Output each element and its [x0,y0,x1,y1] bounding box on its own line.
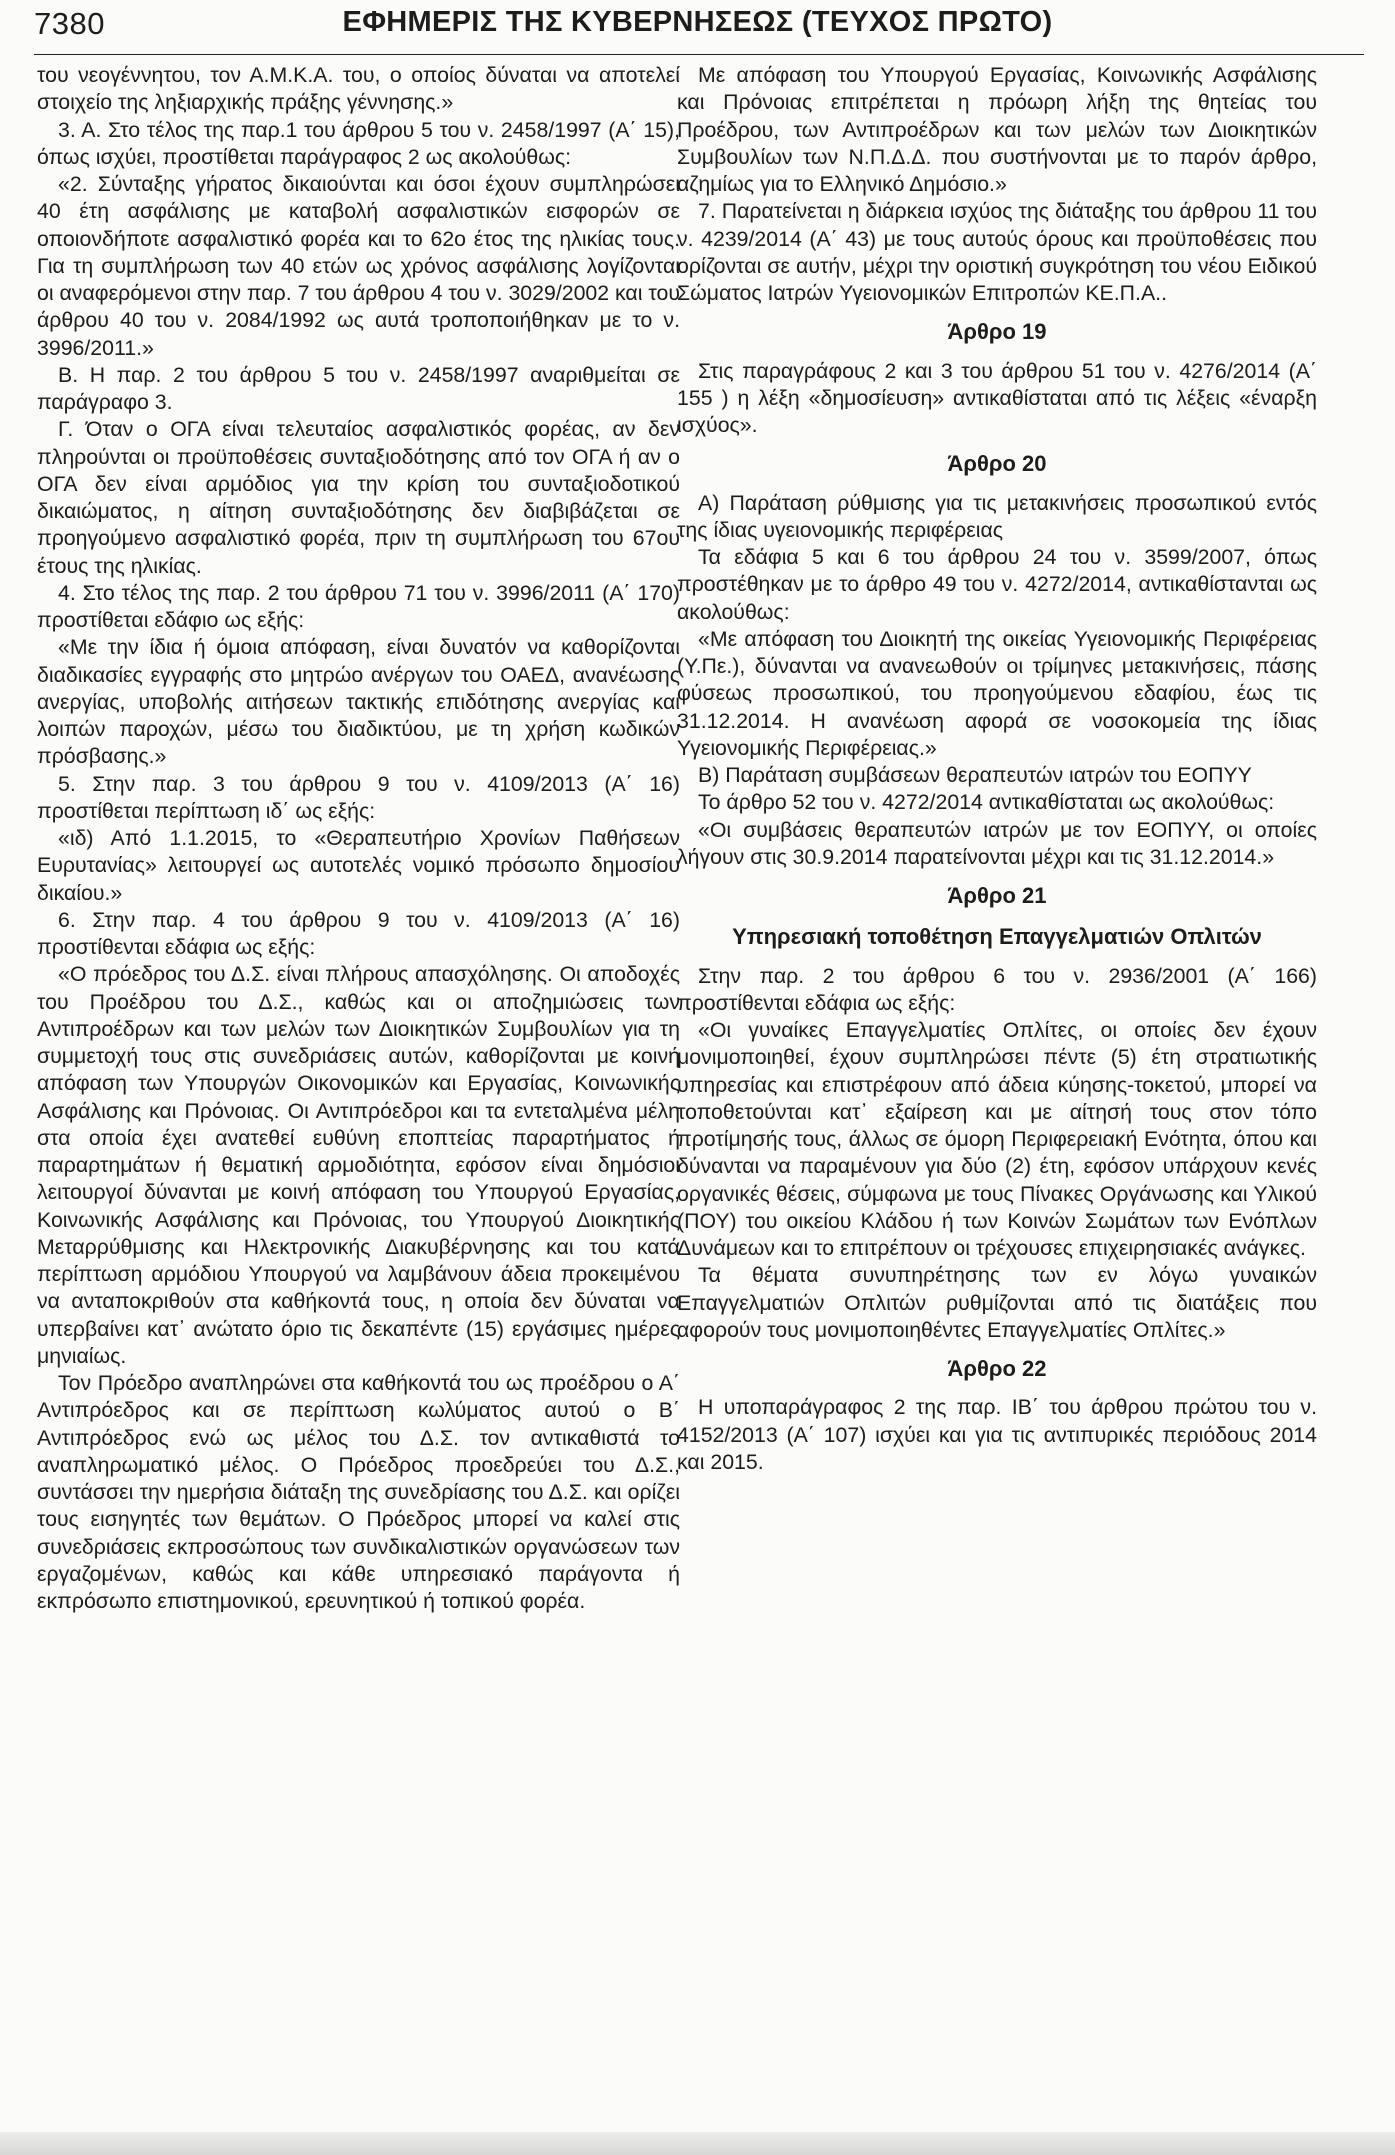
paragraph: του νεογέννητου, τον Α.Μ.Κ.Α. του, ο οποίος δύναται να αποτελεί στοιχείο της ληξιαρχικής πράξης γέννησης.» [37,63,680,115]
article-20-title: Άρθρο 20 [947,451,1047,477]
paragraph: «Με την ίδια ή όμοια απόφαση, είναι δυνατόν να καθορίζονται διαδικασίες εγγραφής στο μητρώο ανέργων του ΟΑΕΔ, ανανέωσης ανεργίας, υποβολής αιτήσεων τακτικής επιδότησης ανεργίας και λοιπών παροχών, μέσω του διαδικτύου, με τη χρήση κωδικών πρόσβασης.» [37,635,680,769]
header-rule [34,54,1364,55]
paragraph: Τα θέματα συνυπηρέτησης των εν λόγω γυναικών Επαγγελματιών Οπλιτών ρυθμίζονται από τις διατάξεις που αφορούν τους μονιμοποιηθέντες Επαγγελματίες Οπλίτες.» [677,1263,1317,1342]
right-column [677,62,1317,1476]
paragraph: «2. Σύνταξης γήρατος δικαιούνται και όσοι έχουν συμπληρώσει 40 έτη ασφάλισης με καταβολή ασφαλιστικών εισφορών σε οποιονδήποτε ασφαλιστικό φορέα και το 62ο έτος της ηλικίας τους. Για τη συμπλήρωση των 40 ετών ως χρόνος ασφάλισης λογίζονται οι αναφερόμενοι στην παρ. 7 του άρθρου 4 του ν. 3029/2002 και του άρθρου 40 του ν. 2084/1992 ως αυτά τροποποιήθηκαν με το ν. 3996/2011.» [37,172,680,360]
paragraph: Στην παρ. 2 του άρθρου 6 του ν. 2936/2001 (Α΄ 166) προστίθενται εδάφια ως εξής: [677,963,1317,1015]
article-22-title: Άρθρο 22 [947,1356,1047,1381]
page-number: 7380 [34,6,105,41]
article-21-subtitle: Υπηρεσιακή τοποθέτηση Επαγγελματιών Οπλιτών [732,924,1262,950]
paragraph: 3. Α. Στο τέλος της παρ.1 του άρθρου 5 του ν. 2458/1997 (Α΄ 15), όπως ισχύει, προστίθεται παράγραφος 2 ως ακολούθως: [37,117,680,169]
paragraph: Β. Η παρ. 2 του άρθρου 5 του ν. 2458/1997 αναριθμείται σε παράγραφο 3. [37,362,680,414]
paragraph: Το άρθρο 52 του ν. 4272/2014 αντικαθίσταται ως ακολούθως: [698,790,1275,815]
article-21-title: Άρθρο 21 [947,883,1047,908]
paragraph: Η υποπαράγραφος 2 της παρ. ΙΒ΄ του άρθρου πρώτου του ν. 4152/2013 (Α΄ 107) ισχύει και για τις αντιπυρικές περιόδους 2014 και 2015. [677,1395,1317,1474]
paragraph: «Με απόφαση του Διοικητή της οικείας Υγειονομικής Περιφέρειας (Υ.Πε.), δύνανται να ανανεωθούν οι τρίμηνες μετακινήσεις, πάσης φύσεως προσωπικού, του προηγούμενου εδαφίου, έως τις 31.12.2014. Η ανανέωση αφορά σε νοσοκομεία της ίδιας Υγειονομικής Περιφέρειας.» [677,626,1317,760]
paragraph: Τον Πρόεδρο αναπληρώνει στα καθήκοντά του ως προέδρου ο Α΄ Αντιπρόεδρος και σε περίπτωση κωλύματος αυτού ο Β΄ Αντιπρόεδρος ενώ ως μέλος του Δ.Σ. τον αντικαθιστά το αναπληρωματικό μέλος. Ο Πρόεδρος προεδρεύει του Δ.Σ., συντάσσει την ημερήσια διάταξη της συνεδρίασης του Δ.Σ. και ορίζει τους εισηγητές των θεμάτων. Ο Πρόεδρος μπορεί να καλεί στις συνεδριάσεις εκπροσώπους των συνδικαλιστικών οργανώσεων των εργαζομένων, καθώς και κάθε υπηρεσιακό παράγοντα ή εκπρόσωπο επιστημονικού, ερευνητικού ή τοπικού φορέα. [37,1371,680,1613]
paragraph: Α) Παράταση ρύθμισης για τις μετακινήσεις προσωπικού εντός της ίδιας υγειονομικής περιφέρειας [677,490,1317,542]
paragraph: «Οι συμβάσεις θεραπευτών ιατρών με τον ΕΟΠΥΥ, οι οποίες λήγουν στις 30.9.2014 παρατείνονται μέχρι και τις 31.12.2014.» [677,817,1317,869]
paragraph: «Ο πρόεδρος του Δ.Σ. είναι πλήρους απασχόλησης. Οι αποδοχές του Προέδρου του Δ.Σ., καθώς και οι αποζημιώσεις των Αντιπροέδρων και των μελών των Διοικητικών Συμβουλίων για τη συμμετοχή τους στις συνεδριάσεις αυτών, καθορίζονται με κοινή απόφαση των Υπουργών Οικονομικών και Εργασίας, Κοινωνικής Ασφάλισης και Πρόνοιας. Οι Αντιπρόεδροι και τα εντεταλμένα μέλη στα οποία έχει ανατεθεί ευθύνη εποπτείας παραρτήματος ή παραρτημάτων ή θεματική αρμοδιότητα, εφόσον είναι δημόσιοι λειτουργοί δύνανται με κοινή απόφαση του Υπουργού Εργασίας, Κοινωνικής Ασφάλισης και Πρόνοιας, του Υπουργού Διοικητικής Μεταρρύθμισης και Ηλεκτρονικής Διακυβέρνησης και του κατά περίπτωση αρμόδιου Υπουργού να λαμβάνουν άδεια προκειμένου να ανταποκριθούν στα καθήκοντά τους, η οποία δεν δύναται να υπερβαίνει κατ᾽ ανώτατο όριο τις δεκαπέντε (15) εργάσιμες ημέρες μηνιαίως. [37,962,680,1368]
paragraph: Γ. Όταν ο ΟΓΑ είναι τελευταίος ασφαλιστικός φορέας, αν δεν πληρούνται οι προϋποθέσεις συνταξιοδότησης από τον ΟΓΑ ή αν ο ΟΓΑ δεν είναι αρμόδιος για την κρίση του συνταξιοδοτικού δικαιώματος, η αίτηση συνταξιοδότησης δεν διαβιβάζεται σε προηγούμενο ασφαλιστικό φορέα, πριν τη συμπλήρωση του 67ου έτους της ηλικίας. [37,417,680,578]
paragraph: 4. Στο τέλος της παρ. 2 του άρθρου 71 του ν. 3996/2011 (Α΄ 170) προστίθεται εδάφιο ως εξής: [37,580,680,632]
article-19-title: Άρθρο 19 [947,319,1047,345]
scan-edge [0,2132,1395,2155]
paragraph: Με απόφαση του Υπουργού Εργασίας, Κοινωνικής Ασφάλισης και Πρόνοιας επιτρέπεται η πρόωρη λήξη της θητείας του Προέδρου, των Αντιπροέδρων και των μελών των Διοικητικών Συμβουλίων των Ν.Π.Δ.Δ. που συστήνονται με το παρόν άρθρο, αζημίως για το Ελληνικό Δημόσιο.» [677,63,1317,196]
page-header-title: ΕΦΗΜΕΡΙΣ ΤΗΣ ΚΥΒΕΡΝΗΣΕΩΣ (ΤΕΥΧΟΣ ΠΡΩΤΟ) [342,6,1053,38]
paragraph: Στις παραγράφους 2 και 3 του άρθρου 51 του ν. 4276/2014 (Α΄ 155 ) η λέξη «δημοσίευση» αντικαθίσταται από τις λέξεις «έναρξη ισχύος». [677,358,1317,437]
paragraph: 7. Παρατείνεται η διάρκεια ισχύος της διάταξης του άρθρου 11 του ν. 4239/2014 (Α΄ 43) με τους αυτούς όρους και προϋποθέσεις που ορίζονται σε αυτήν, μέχρι την οριστική συγκρότηση του νέου Ειδικού Σώματος Ιατρών Υγειονομικών Επιτροπών ΚΕ.Π.Α.. [677,199,1317,305]
paragraph: 5. Στην παρ. 3 του άρθρου 9 του ν. 4109/2013 (Α΄ 16) προστίθεται περίπτωση ιδ΄ ως εξής: [37,771,680,823]
left-column [37,62,680,1615]
paragraph: 6. Στην παρ. 4 του άρθρου 9 του ν. 4109/2013 (Α΄ 16) προστίθενται εδάφια ως εξής: [37,907,680,959]
paragraph: Τα εδάφια 5 και 6 του άρθρου 24 του ν. 3599/2007, όπως προστέθηκαν με το άρθρο 49 του ν. 4272/2014, αντικαθίστανται ως ακολούθως: [677,545,1317,624]
paragraph: «ιδ) Από 1.1.2015, το «Θεραπευτήριο Χρονίων Παθήσεων Ευρυτανίας» λειτουργεί ως αυτοτελές νομικό πρόσωπο δημοσίου δικαίου.» [37,826,680,905]
paragraph: Β) Παράταση συμβάσεων θεραπευτών ιατρών του ΕΟΠΥΥ [698,763,1252,787]
paragraph: «Οι γυναίκες Επαγγελματίες Οπλίτες, οι οποίες δεν έχουν μονιμοποιηθεί, έχουν συμπληρώσει πέντε (5) έτη στρατιωτικής υπηρεσίας και επιστρέφουν από άδεια κύησης-τοκετού, μπορεί να τοποθετούνται κατ᾽ εξαίρεση και με αίτησή τους στον τόπο προτίμησής τους, άλλως σε όμορη Περιφερειακή Ενότητα, όπου και δύνανται να παραμένουν για δύο (2) έτη, εφόσον υπάρχουν κενές οργανικές θέσεις, σύμφωνα με τους Πίνακες Οργάνωσης και Υλικού (ΠΟΥ) του οικείου Κλάδου ή των Κοινών Σωμάτων των Ενόπλων Δυνάμεων και το επιτρέπουν οι τρέχουσες επιχειρησιακές ανάγκες. [677,1018,1317,1260]
